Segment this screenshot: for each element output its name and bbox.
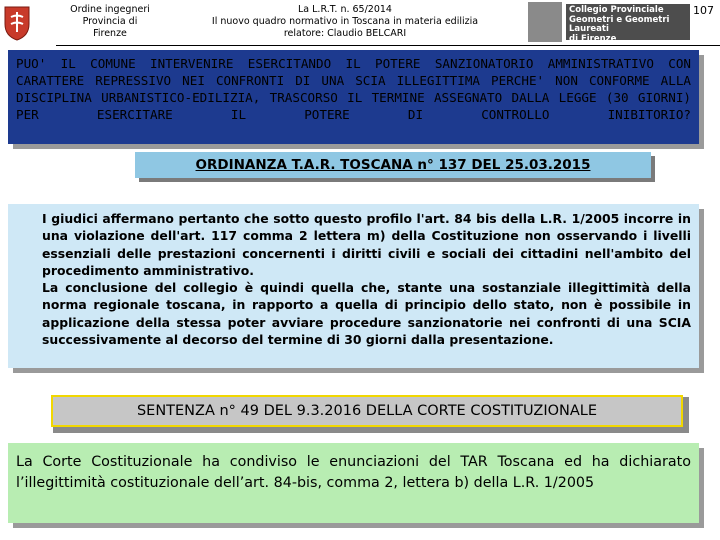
conclusion-text: La Corte Costituzionale ha condiviso le enunciazioni del TAR Toscana ed ha dichiarato l’illegittimità costituzionale dell’art. 84-bis, comma 2, lettera b) della L.R. 1/2005: [16, 454, 691, 491]
ordinanza-paragraph-1: I giudici affermano pertanto che sotto questo profilo l'art. 84 bis della L.R. 1/2005 incorre in una violazione dell'art. 117 comma 2 lettera m) della Costituzione non osservando i livelli essenziali delle prestazioni concernenti i diritti civili e sociali dei cittadini nell'ambito del procedimento amministrativo.: [42, 211, 691, 278]
organization-name: Ordine ingegneri Provincia di Firenze: [70, 4, 150, 39]
logo-text: Collegio Provinciale Geometri e Geometri Laureati di Firenze: [566, 4, 690, 40]
logo-mark-icon: [528, 2, 562, 42]
header-divider: [56, 45, 720, 46]
ordinanza-paragraph-2: La conclusione del collegio è quindi quella che, stante una sostanziale illegittimità della norma regionale toscana, in rapporto a quella di principio dello stato, non è possibile in applicazione della stessa poter avviare procedure sanzionatorie nei confronti di una SCIA successivamente al decorso del termine di 30 giorni dalla presentazione.: [42, 280, 691, 348]
conclusion-box: [8, 443, 699, 523]
ordinanza-body: [8, 204, 699, 368]
collegio-logo: [528, 2, 688, 42]
page-number: 107: [693, 4, 714, 17]
ordinanza-title: ORDINANZA T.A.R. TOSCANA n° 137 DEL 25.03.2015: [135, 152, 651, 178]
slide-header: [0, 0, 720, 48]
crest-icon: [2, 4, 32, 42]
sentenza-title: SENTENZA n° 49 DEL 9.3.2016 DELLA CORTE COSTITUZIONALE: [53, 397, 681, 425]
question-box: [8, 50, 699, 144]
course-title: La L.R.T. n. 65/2014 Il nuovo quadro normativo in Toscana in materia edilizia relatore: Claudio BELCARI: [211, 4, 479, 39]
question-text: PUO' IL COMUNE INTERVENIRE ESERCITANDO IL POTERE SANZIONATORIO AMMINISTRATIVO CON CARATTERE REPRESSIVO NEI CONFRONTI DI UNA SCIA ILLEGITTIMA PERCHE' NON CONFORME ALLA DISCIPLINA URBANISTICO-EDILIZIA, TRASCORSO IL TERMINE ASSEGNATO DALLA LEGGE (30 GIORNI) PER ESERCITARE IL POTERE DI CONTROLLO INIBITORIO?: [16, 56, 691, 122]
